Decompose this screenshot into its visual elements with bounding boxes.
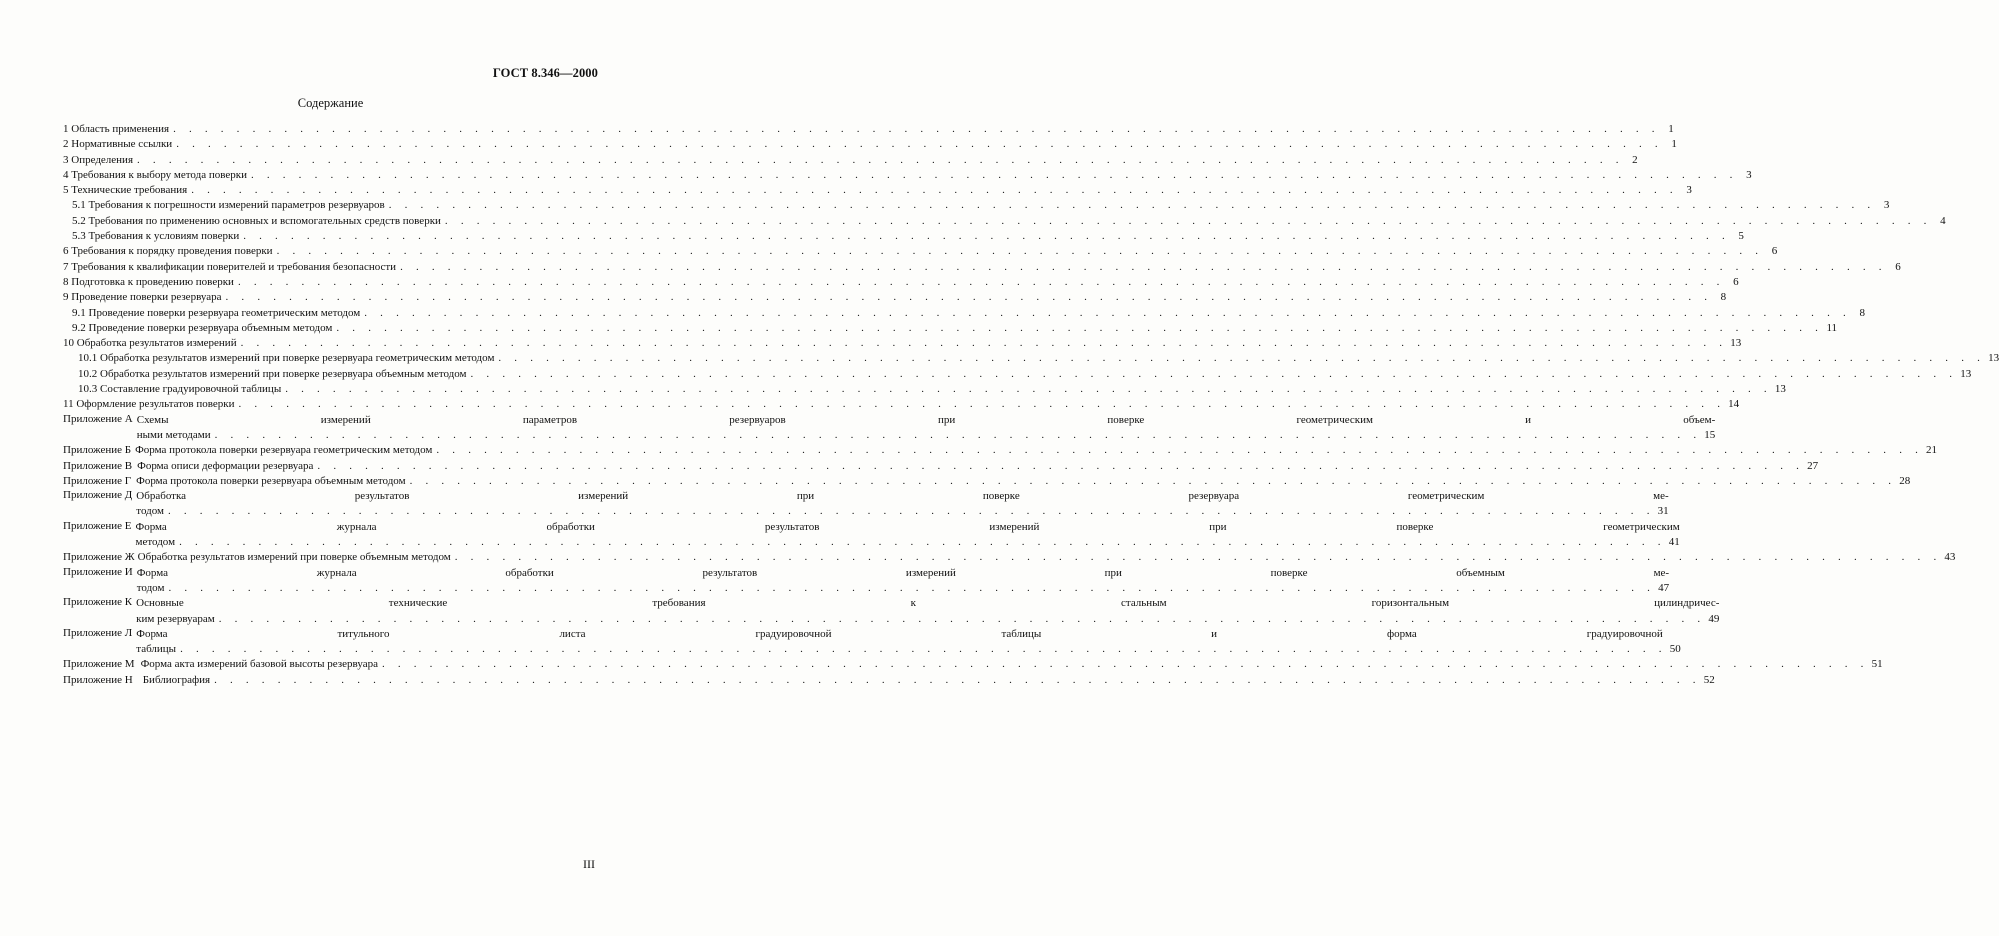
toc-leader: . . . . . . . . . . . . . . . . . . . . . . . . . . . . . . . . . . . . . . . . . . . . . . . . . . . . . . . . . . . . . . . . . . . . . . . . . . . . . . . . . . . . . . . . . . . . . . bbox=[137, 153, 1624, 166]
toc-entry-page: 13 bbox=[1960, 367, 1972, 380]
toc-leader: . . . . . . . . . . . . . . . . . . . . . . . . . . . . . . . . . . . . . . . . . . . . . . . . . . . . . . . . . . . . . . . . . . . . . . . . . . . . . . . . . . . . . . . . . . . . . . bbox=[436, 444, 1924, 457]
table-of-contents bbox=[63, 122, 1999, 688]
toc-entry-10[interactable] bbox=[63, 336, 1742, 351]
appendix-title-line2: таблицы bbox=[136, 643, 177, 656]
toc-entry-label: 4 Требования к выбору метода поверки bbox=[63, 168, 247, 181]
toc-entry-page: 21 bbox=[1926, 444, 1938, 457]
toc-entry-label: 10.3 Составление градуировочной таблицы bbox=[78, 383, 282, 396]
toc-entry-page: 43 bbox=[1944, 551, 1956, 564]
toc-entry-page: 13 bbox=[1988, 352, 1999, 365]
toc-entry-page: 8 bbox=[1859, 306, 1865, 319]
toc-entry-page: 6 bbox=[1895, 260, 1901, 273]
toc-entry-5-2[interactable] bbox=[63, 214, 1946, 229]
toc-entry-1[interactable] bbox=[63, 122, 1674, 137]
toc-appendix-d[interactable] bbox=[63, 489, 1669, 520]
toc-entry-5[interactable] bbox=[63, 183, 1692, 198]
toc-entry-5-1[interactable] bbox=[63, 198, 1890, 213]
standard-designation: ГОСТ 8.346—2000 bbox=[492, 66, 598, 80]
toc-leader: . . . . . . . . . . . . . . . . . . . . . . . . . . . . . . . . . . . . . . . . . . . . . . . . . . . . . . . . . . . . . . . . . . . . . . . . . . . . . . . . . . . . . . . . . . . . . . bbox=[214, 428, 1702, 441]
toc-entry-label: 10.1 Обработка результатов измерений при поверке резервуара геометрическим методом bbox=[78, 352, 495, 365]
appendix-prefix: Приложение В bbox=[63, 459, 133, 472]
toc-entry-label: 11 Оформление результатов поверки bbox=[63, 398, 235, 411]
toc-leader: . . . . . . . . . . . . . . . . . . . . . . . . . . . . . . . . . . . . . . . . . . . . . . . . . . . . . . . . . . . . . . . . . . . . . . . . . . . . . . . . . . . . . . . . . . . . . . bbox=[336, 321, 1824, 334]
toc-entry-page: 6 bbox=[1771, 245, 1778, 258]
toc-entry-page: 13 bbox=[1730, 337, 1742, 350]
toc-entry-label: 6 Требования к порядку проведения поверки bbox=[63, 245, 273, 258]
toc-entry-page: 2 bbox=[1632, 153, 1638, 166]
toc-entry-page: 52 bbox=[1703, 673, 1715, 686]
toc-appendix-b[interactable] bbox=[63, 443, 1938, 458]
toc-leader: . . . . . . . . . . . . . . . . . . . . . . . . . . . . . . . . . . . . . . . . . . . . . . . . . . . . . . . . . . . . . . . . . . . . . . . . . . . . . . . . . . . . . . . . . . . . . . bbox=[276, 245, 1764, 258]
toc-appendix-i[interactable] bbox=[63, 565, 1670, 597]
appendix-title-line2: методом bbox=[135, 536, 176, 549]
toc-entry-11[interactable] bbox=[63, 397, 1740, 412]
toc-leader: . . . . . . . . . . . . . . . . . . . . . . . . . . . . . . . . . . . . . . . . . . . . . . . . . . . . . . . . . . . . . . . . . . . . . . . . . . . . . . . . . . . . . . . . . . . . . . bbox=[218, 612, 1706, 625]
appendix-prefix: Приложение Л bbox=[63, 626, 133, 639]
appendix-title: Форма протокола поверки резервуара геометрическим методом bbox=[135, 444, 433, 457]
toc-entry-page: 31 bbox=[1657, 505, 1669, 518]
toc-leader: . . . . . . . . . . . . . . . . . . . . . . . . . . . . . . . . . . . . . . . . . . . . . . . . . . . . . . . . . . . . . . . . . . . . . . . . . . . . . . . . . . . . . . . . . . . . . . bbox=[317, 459, 1805, 472]
toc-entry-label: 5.3 Требования к условиям поверки bbox=[72, 230, 240, 243]
toc-entry-10-2[interactable] bbox=[63, 367, 1972, 382]
toc-appendix-g[interactable] bbox=[63, 474, 1911, 489]
toc-entry-page: 4 bbox=[1940, 214, 1946, 227]
toc-entry-label: 9 Проведение поверки резервуара bbox=[63, 291, 222, 304]
toc-entry-page: 27 bbox=[1807, 459, 1819, 472]
toc-entry-label: 7 Требования к квалификации поверителей и требования безопасности bbox=[63, 260, 397, 273]
toc-entry-5-3[interactable] bbox=[63, 229, 1744, 244]
appendix-title: Форма протокола поверки резервуара объемным методом bbox=[136, 474, 406, 487]
appendix-prefix: Приложение Г bbox=[63, 474, 132, 487]
toc-entry-page: 1 bbox=[1668, 123, 1674, 135]
toc-appendix-v[interactable] bbox=[63, 459, 1819, 474]
toc-leader: . . . . . . . . . . . . . . . . . . . . . . . . . . . . . . . . . . . . . . . . . . . . . . . . . . . . . . . . . . . . . . . . . . . . . . . . . . . . . . . . . . . . . . . . . . . . . . bbox=[237, 275, 1725, 288]
toc-entry-7[interactable] bbox=[63, 260, 1901, 275]
toc-entry-10-1[interactable] bbox=[63, 351, 1999, 366]
toc-entry-page: 13 bbox=[1774, 383, 1786, 396]
appendix-title: Библиография bbox=[142, 673, 211, 686]
appendix-prefix: Приложение Е bbox=[63, 519, 132, 532]
appendix-prefix: Приложение И bbox=[63, 565, 133, 578]
toc-leader: . . . . . . . . . . . . . . . . . . . . . . . . . . . . . . . . . . . . . . . . . . . . . . . . . . . . . . . . . . . . . . . . . . . . . . . . . . . . . . . . . . . . . . . . . . . . . . bbox=[400, 260, 1887, 273]
toc-entry-9-2[interactable] bbox=[63, 321, 1838, 336]
toc-entry-page: 8 bbox=[1720, 291, 1727, 304]
toc-entry-4[interactable] bbox=[63, 168, 1752, 183]
toc-title: Содержание bbox=[297, 96, 364, 110]
appendix-title-line2: тодом bbox=[136, 505, 164, 518]
toc-appendix-m[interactable] bbox=[63, 657, 1883, 672]
toc-leader: . . . . . . . . . . . . . . . . . . . . . . . . . . . . . . . . . . . . . . . . . . . . . . . . . . . . . . . . . . . . . . . . . . . . . . . . . . . . . . . . . . . . . . . . . . . . . . bbox=[470, 367, 1958, 380]
toc-entry-10-3[interactable] bbox=[63, 382, 1786, 397]
appendix-prefix: Приложение М bbox=[63, 658, 135, 671]
toc-entry-2[interactable] bbox=[63, 137, 1677, 152]
toc-leader: . . . . . . . . . . . . . . . . . . . . . . . . . . . . . . . . . . . . . . . . . . . . . . . . . . . . . . . . . . . . . . . . . . . . . . . . . . . . . . . . . . . . . . . . . . . . . . bbox=[173, 123, 1660, 135]
toc-leader: . . . . . . . . . . . . . . . . . . . . . . . . . . . . . . . . . . . . . . . . . . . . . . . . . . . . . . . . . . . . . . . . . . . . . . . . . . . . . . . . . . . . . . . . . . . . . . bbox=[285, 383, 1772, 396]
toc-leader: . . . . . . . . . . . . . . . . . . . . . . . . . . . . . . . . . . . . . . . . . . . . . . . . . . . . . . . . . . . . . . . . . . . . . . . . . . . . . . . . . . . . . . . . . . . . . . bbox=[180, 643, 1667, 656]
toc-entry-page: 5 bbox=[1738, 230, 1744, 243]
appendix-title-line1: Схемы измерений параметров резервуаров при поверке геометрическим и объем- bbox=[136, 413, 1716, 426]
toc-appendix-n[interactable] bbox=[63, 673, 1715, 688]
toc-leader: . . . . . . . . . . . . . . . . . . . . . . . . . . . . . . . . . . . . . . . . . . . . . . . . . . . . . . . . . . . . . . . . . . . . . . . . . . . . . . . . . . . . . . . . . . . . . . bbox=[214, 673, 1701, 686]
toc-leader: . . . . . . . . . . . . . . . . . . . . . . . . . . . . . . . . . . . . . . . . . . . . . . . . . . . . . . . . . . . . . . . . . . . . . . . . . . . . . . . . . . . . . . . . . . . . . . bbox=[498, 352, 1986, 365]
toc-entry-page: 15 bbox=[1704, 428, 1716, 441]
toc-appendix-k[interactable] bbox=[63, 596, 1720, 627]
appendix-title: Форма акта измерений базовой высоты резервуара bbox=[140, 658, 378, 671]
toc-entry-9-1[interactable] bbox=[63, 306, 1865, 321]
toc-appendix-zh[interactable] bbox=[63, 550, 1956, 565]
appendix-title-line1: Форма титульного листа градуировочной таблицы и форма градуировочной bbox=[136, 627, 1663, 640]
toc-leader: . . . . . . . . . . . . . . . . . . . . . . . . . . . . . . . . . . . . . . . . . . . . . . . . . . . . . . . . . . . . . . . . . . . . . . . . . . . . . . . . . . . . . . . . . . . . . . bbox=[388, 199, 1876, 212]
appendix-title-line1: Обработка результатов измерений при поверке резервуара геометрическим ме- bbox=[136, 490, 1669, 503]
page-number: III bbox=[583, 857, 595, 871]
toc-entry-page: 50 bbox=[1669, 643, 1681, 656]
toc-entry-label: 8 Подготовка к проведению поверки bbox=[63, 275, 234, 288]
toc-leader: . . . . . . . . . . . . . . . . . . . . . . . . . . . . . . . . . . . . . . . . . . . . . . . . . . . . . . . . . . . . . . . . . . . . . . . . . . . . . . . . . . . . . . . . . . . . . . bbox=[250, 168, 1738, 181]
appendix-title-line1: Форма журнала обработки результатов измерений при поверке объемным ме- bbox=[136, 566, 1670, 579]
toc-appendix-l[interactable] bbox=[63, 626, 1681, 658]
toc-entry-label: 2 Нормативные ссылки bbox=[63, 138, 173, 151]
toc-entry-label: 9.2 Проведение поверки резервуара объемным методом bbox=[72, 321, 333, 334]
toc-entry-page: 49 bbox=[1708, 612, 1720, 625]
toc-leader: . . . . . . . . . . . . . . . . . . . . . . . . . . . . . . . . . . . . . . . . . . . . . . . . . . . . . . . . . . . . . . . . . . . . . . . . . . . . . . . . . . . . . . . . . . . . . . bbox=[381, 658, 1869, 671]
toc-entry-label: 10 Обработка результатов измерений bbox=[63, 337, 237, 350]
toc-leader: . . . . . . . . . . . . . . . . . . . . . . . . . . . . . . . . . . . . . . . . . . . . . . . . . . . . . . . . . . . . . . . . . . . . . . . . . . . . . . . . . . . . . . . . . . . . . . bbox=[176, 138, 1663, 151]
appendix-prefix: Приложение К bbox=[63, 596, 133, 609]
toc-entry-9[interactable] bbox=[63, 290, 1727, 305]
toc-entry-8[interactable] bbox=[63, 275, 1739, 290]
toc-entry-page: 6 bbox=[1733, 275, 1739, 288]
toc-entry-label: 9.1 Проведение поверки резервуара геометрическим методом bbox=[72, 306, 361, 319]
toc-entry-label: 10.2 Обработка результатов измерений при поверке резервуара объемным методом bbox=[78, 367, 467, 380]
toc-entry-page: 14 bbox=[1728, 398, 1740, 411]
appendix-prefix: Приложение Н bbox=[63, 673, 133, 686]
toc-leader: . . . . . . . . . . . . . . . . . . . . . . . . . . . . . . . . . . . . . . . . . . . . . . . . . . . . . . . . . . . . . . . . . . . . . . . . . . . . . . . . . . . . . . . . . . . . . . bbox=[243, 230, 1730, 243]
appendix-title: Форма описи деформации резервуара bbox=[137, 459, 314, 472]
toc-appendix-e[interactable] bbox=[63, 519, 1680, 551]
toc-entry-page: 51 bbox=[1871, 658, 1883, 671]
appendix-title-line1: Основные технические требования к стальным горизонтальным цилиндричес- bbox=[136, 597, 1720, 610]
toc-entry-page: 3 bbox=[1883, 199, 1890, 212]
toc-leader: . . . . . . . . . . . . . . . . . . . . . . . . . . . . . . . . . . . . . . . . . . . . . . . . . . . . . . . . . . . . . . . . . . . . . . . . . . . . . . . . . . . . . . . . . . . . . . bbox=[168, 581, 1656, 594]
toc-entry-6[interactable] bbox=[63, 244, 1778, 259]
appendix-prefix: Приложение Б bbox=[63, 444, 132, 457]
toc-entry-page: 3 bbox=[1746, 168, 1752, 181]
toc-entry-label: 5.1 Требования к погрешности измерений параметров резервуаров bbox=[72, 199, 385, 212]
appendix-title-line2: тодом bbox=[136, 581, 165, 594]
toc-leader: . . . . . . . . . . . . . . . . . . . . . . . . . . . . . . . . . . . . . . . . . . . . . . . . . . . . . . . . . . . . . . . . . . . . . . . . . . . . . . . . . . . . . . . . . . . . . . bbox=[179, 536, 1666, 549]
toc-entry-page: 28 bbox=[1899, 474, 1911, 487]
toc-entry-page: 3 bbox=[1686, 184, 1692, 197]
toc-entry-page: 1 bbox=[1671, 138, 1677, 151]
toc-entry-page: 41 bbox=[1668, 536, 1680, 549]
appendix-prefix: Приложение Ж bbox=[63, 551, 135, 564]
appendix-title: Обработка результатов измерений при поверке объемным методом bbox=[137, 551, 451, 564]
toc-leader: . . . . . . . . . . . . . . . . . . . . . . . . . . . . . . . . . . . . . . . . . . . . . . . . . . . . . . . . . . . . . . . . . . . . . . . . . . . . . . . . . . . . . . . . . . . . . . bbox=[409, 474, 1897, 487]
toc-appendix-a[interactable] bbox=[63, 412, 1716, 444]
toc-leader: . . . . . . . . . . . . . . . . . . . . . . . . . . . . . . . . . . . . . . . . . . . . . . . . . . . . . . . . . . . . . . . . . . . . . . . . . . . . . . . . . . . . . . . . . . . . . . bbox=[191, 184, 1678, 197]
toc-entry-label: 5.2 Требования по применению основных и вспомогательных средств поверки bbox=[72, 214, 441, 227]
toc-entry-label: 1 Область применения bbox=[63, 123, 170, 135]
appendix-title-line1: Форма журнала обработки результатов измерений при поверке геометрическим bbox=[135, 520, 1680, 533]
toc-entry-3[interactable] bbox=[63, 153, 1638, 168]
toc-leader: . . . . . . . . . . . . . . . . . . . . . . . . . . . . . . . . . . . . . . . . . . . . . . . . . . . . . . . . . . . . . . . . . . . . . . . . . . . . . . . . . . . . . . . . . . . . . . bbox=[225, 291, 1713, 304]
toc-leader: . . . . . . . . . . . . . . . . . . . . . . . . . . . . . . . . . . . . . . . . . . . . . . . . . . . . . . . . . . . . . . . . . . . . . . . . . . . . . . . . . . . . . . . . . . . . . . bbox=[238, 398, 1726, 411]
appendix-prefix: Приложение Д bbox=[63, 489, 133, 502]
toc-leader: . . . . . . . . . . . . . . . . . . . . . . . . . . . . . . . . . . . . . . . . . . . . . . . . . . . . . . . . . . . . . . . . . . . . . . . . . . . . . . . . . . . . . . . . . . . . . . bbox=[168, 505, 1655, 518]
toc-entry-page: 47 bbox=[1658, 581, 1670, 594]
toc-leader: . . . . . . . . . . . . . . . . . . . . . . . . . . . . . . . . . . . . . . . . . . . . . . . . . . . . . . . . . . . . . . . . . . . . . . . . . . . . . . . . . . . . . . . . . . . . . . bbox=[444, 214, 1932, 227]
appendix-title-line2: ким резервуарам bbox=[136, 612, 215, 625]
toc-entry-label: 5 Технические требования bbox=[63, 184, 188, 197]
toc-entry-page: 11 bbox=[1826, 321, 1838, 334]
appendix-prefix: Приложение А bbox=[63, 412, 133, 425]
toc-leader: . . . . . . . . . . . . . . . . . . . . . . . . . . . . . . . . . . . . . . . . . . . . . . . . . . . . . . . . . . . . . . . . . . . . . . . . . . . . . . . . . . . . . . . . . . . . . . bbox=[364, 306, 1851, 319]
toc-leader: . . . . . . . . . . . . . . . . . . . . . . . . . . . . . . . . . . . . . . . . . . . . . . . . . . . . . . . . . . . . . . . . . . . . . . . . . . . . . . . . . . . . . . . . . . . . . . bbox=[240, 337, 1728, 350]
toc-leader: . . . . . . . . . . . . . . . . . . . . . . . . . . . . . . . . . . . . . . . . . . . . . . . . . . . . . . . . . . . . . . . . . . . . . . . . . . . . . . . . . . . . . . . . . . . . . . bbox=[454, 551, 1942, 564]
toc-entry-label: 3 Определения bbox=[63, 153, 134, 166]
appendix-title-line2: ными методами bbox=[136, 428, 211, 441]
